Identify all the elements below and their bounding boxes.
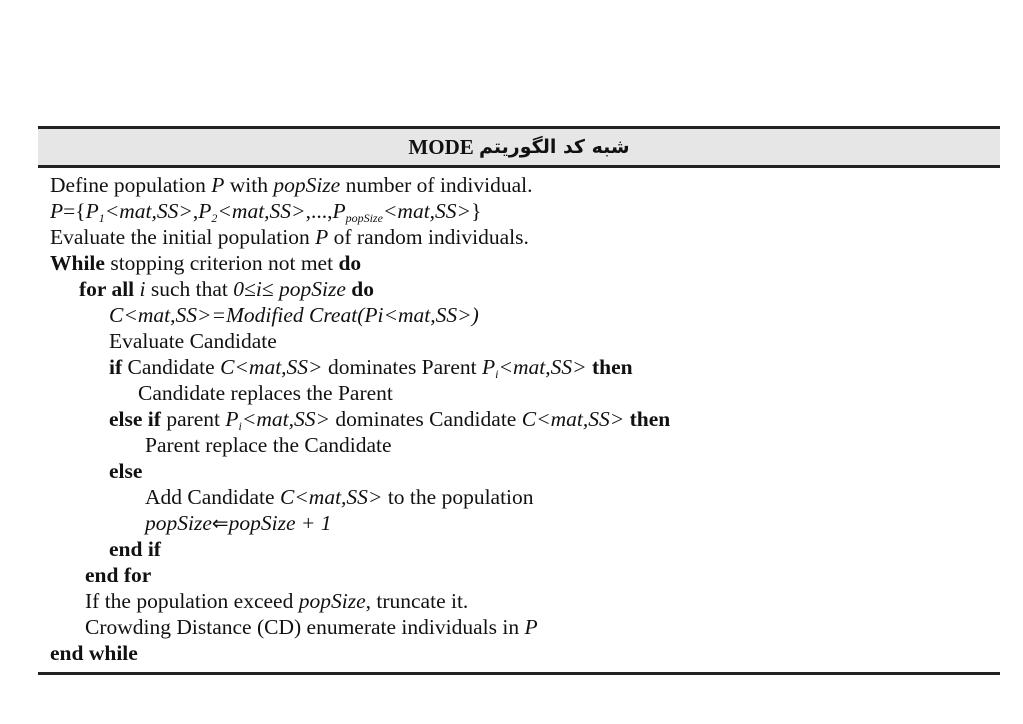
line-06: C<mat,SS>=Modified Creat(Pi<mat,SS>) [109,303,479,327]
line-17: If the population exceed popSize, truncate it. [85,589,469,613]
line-07: Evaluate Candidate [109,329,277,353]
line-05: for all i such that 0≤i≤ popSize do [79,277,374,301]
line-04: While stopping criterion not met do [50,251,362,275]
line-16: end for [85,563,152,587]
algorithm-box [38,126,1000,675]
algorithm-body [38,168,1000,666]
bottom-rule [38,672,1000,675]
line-08: if Candidate C<mat,SS> dominates Parent $P_i<mat,SS>$ then [109,355,633,381]
line-10: else if parent $P_i<mat,SS>$ dominates Candidate C<mat,SS> then [109,407,671,433]
line-13: Add Candidate C<mat,SS> to the population [145,485,534,509]
line-09: Candidate replaces the Parent [138,381,393,405]
line-14: popSize⇐popSize + 1 [145,511,332,535]
algorithm-name: MODE [408,134,474,159]
line-18: Crowding Distance (CD) enumerate individuals in P [85,615,538,639]
line-12: else [109,459,143,483]
line-03: Evaluate the initial population P of random individuals. [50,225,529,249]
line-11: Parent replace the Candidate [145,433,392,457]
algorithm-header [38,129,1000,168]
left-double-arrow-icon: ⇐ [211,511,229,535]
persian-title: شبه کد الگوریتم [479,136,630,158]
line-15: end if [109,537,161,561]
line-01: Define population P with popSize number of individual. [50,173,533,197]
line-02: $P=\{P_1<mat,SS>,P_2<mat,SS>,...,P_{popSize}<mat,SS>\}$ [50,199,482,225]
line-19: end while [50,641,138,665]
